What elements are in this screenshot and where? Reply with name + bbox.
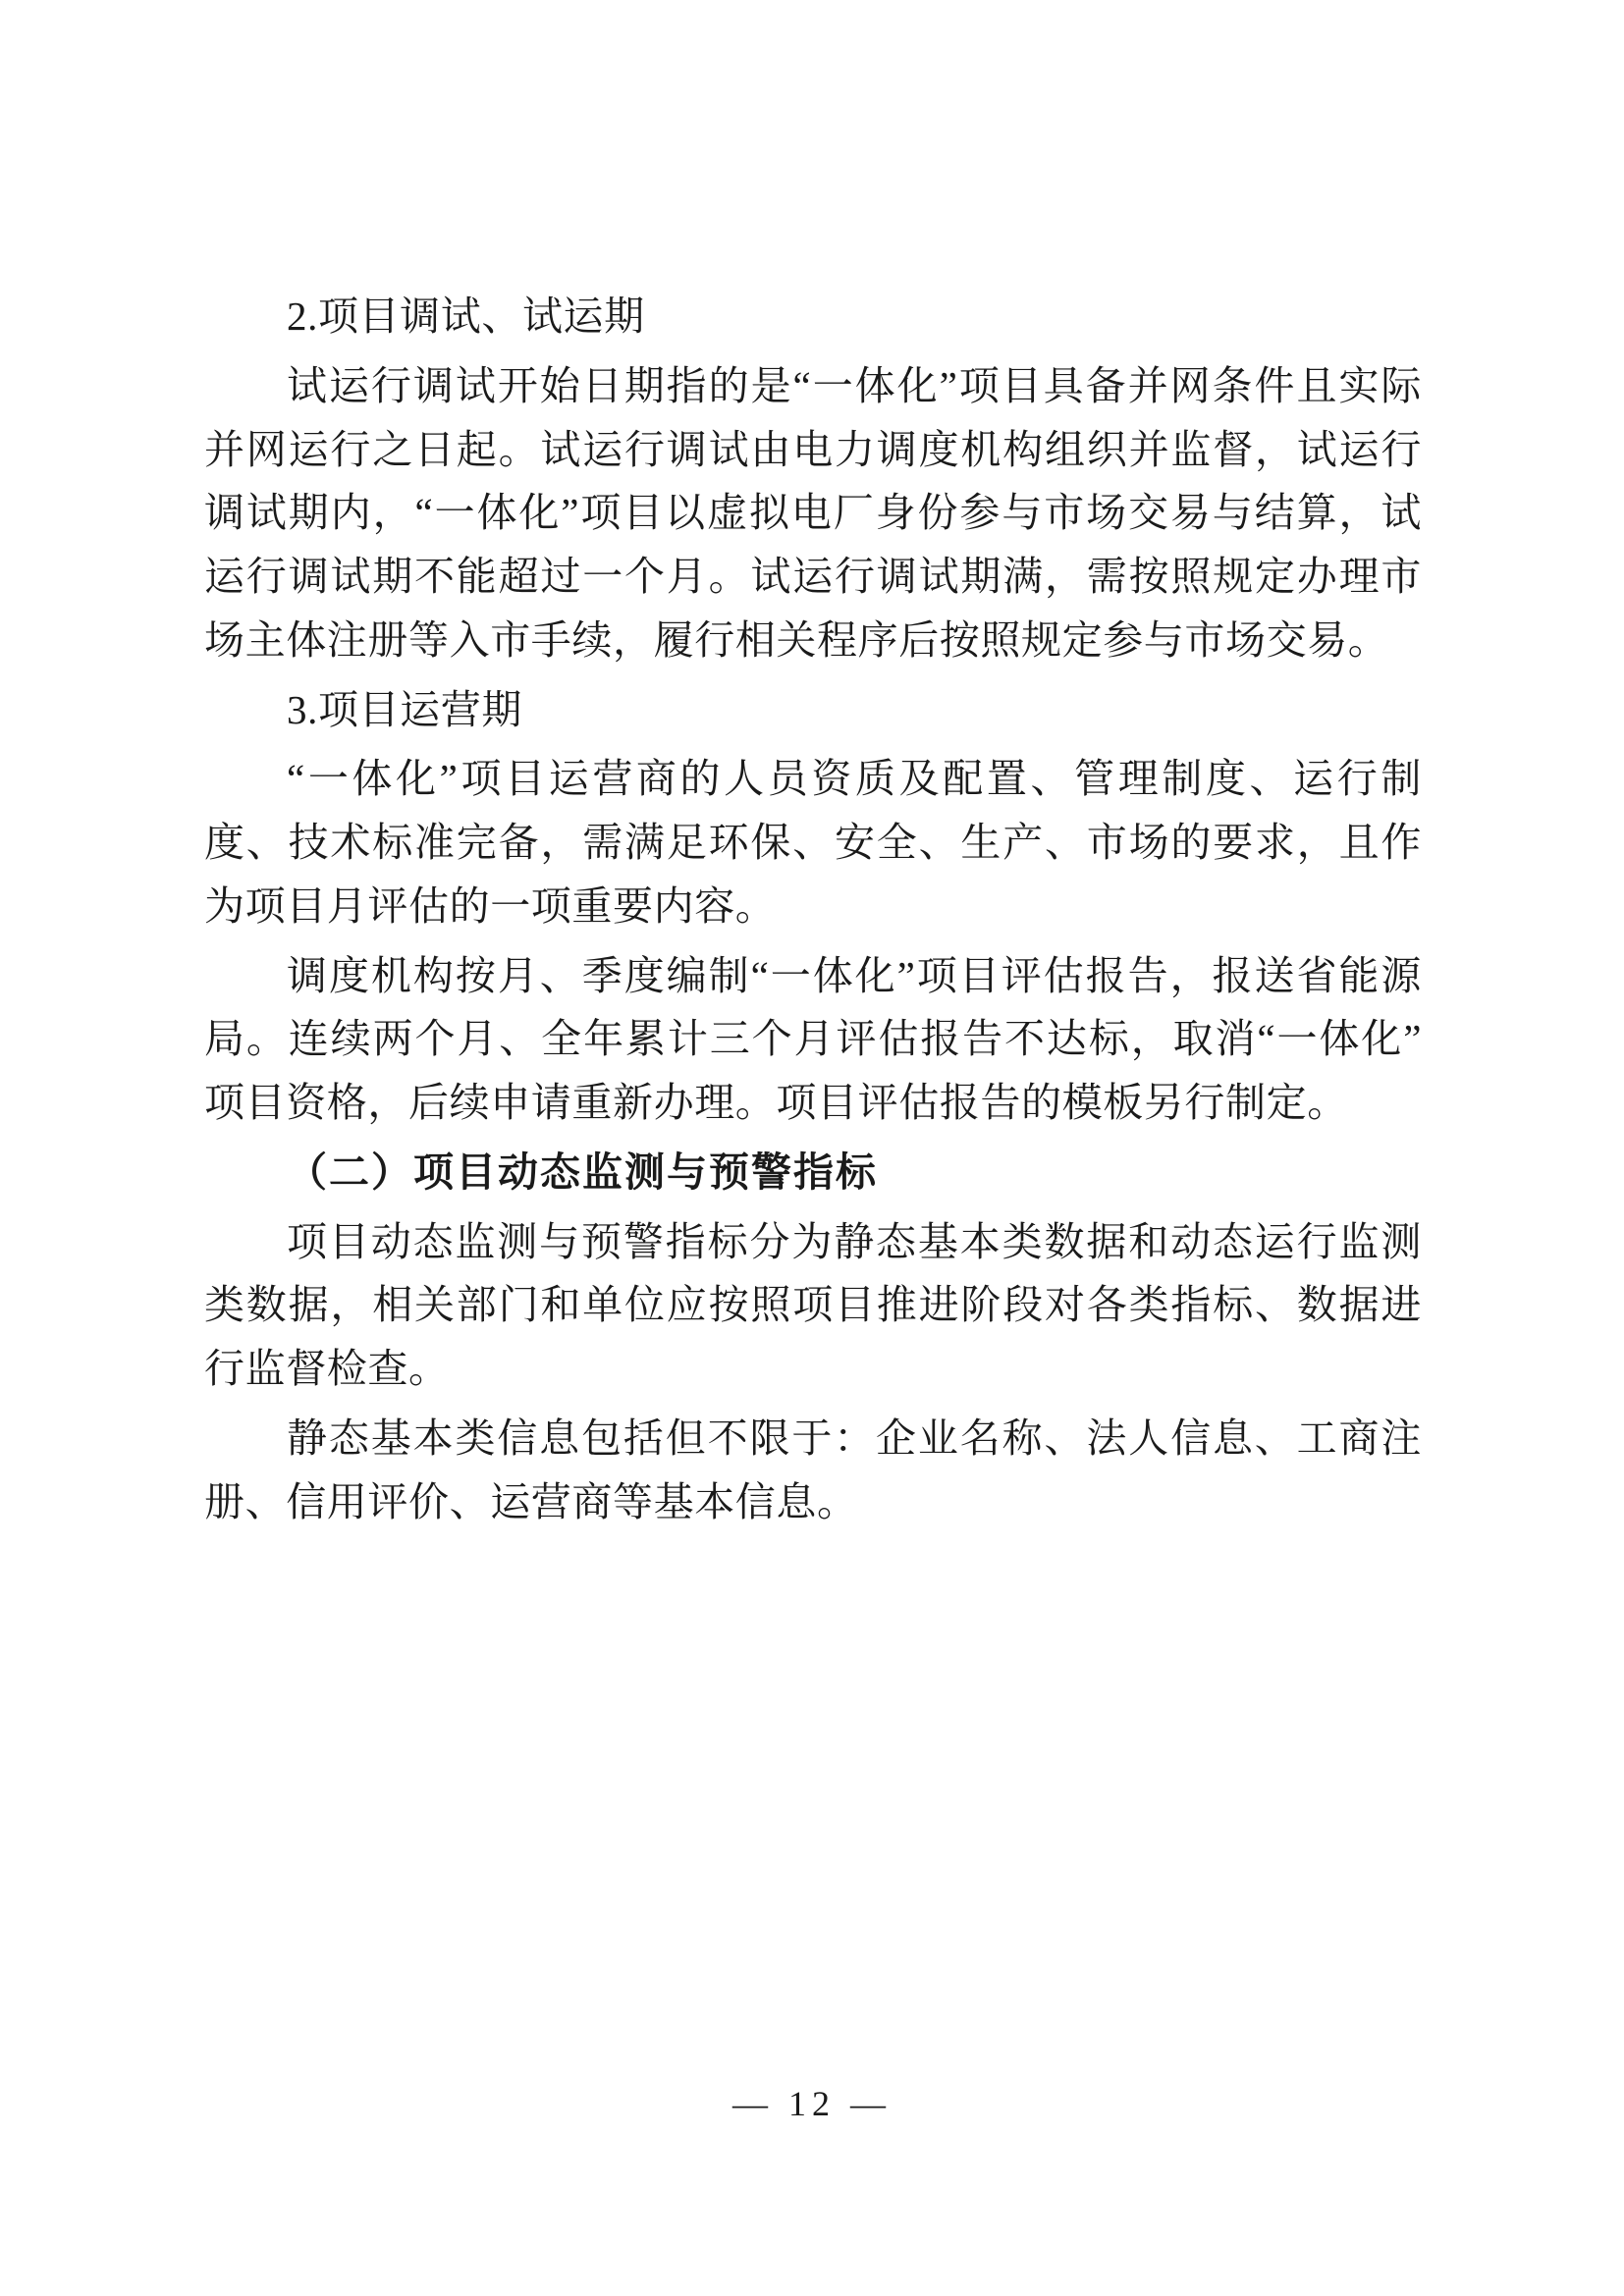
subsection-heading-3: 3.项目运营期 [287,686,522,732]
paragraph-static-basic-info: 静态基本类信息包括但不限于：企业名称、法人信息、工商注册、信用评价、运营商等基本信息。 [204,1415,1422,1524]
paragraph-evaluation-report: 调度机构按月、季度编制“一体化”项目评估报告，报送省能源局。连续两个月、全年累计三个月评估报告不达标，取消“一体化”项目资格，后续申请重新办理。项目评估报告的模板另行制定。 [204,952,1422,1126]
page-number: — 12 — [732,2084,892,2123]
section-heading-monitoring: （二）项目动态监测与预警指标 [287,1148,878,1195]
paragraph-operation-period: “一体化”项目运营商的人员资质及配置、管理制度、运行制度、技术标准完备，需满足环保、安全、生产、市场的要求，且作为项目月评估的一项重要内容。 [204,756,1422,929]
document-body [204,285,1422,1540]
subsection-heading-2: 2.项目调试、试运期 [287,294,645,339]
paragraph-trial-operation: 试运行调试开始日期指的是“一体化”项目具备并网条件且实际并网运行之日起。试运行调试由电力调度机构组织并监督，试运行调试期内，“一体化”项目以虚拟电厂身份参与市场交易与结算，试运行调试期不能超过一个月。试运行调试期满，需按照规定办理市场主体注册等入市手续，履行相关程序后按照规定参与市场交易。 [204,362,1422,663]
paragraph-monitoring-indicators: 项目动态监测与预警指标分为静态基本类数据和动态运行监测类数据，相关部门和单位应按照项目推进阶段对各类指标、数据进行监督检查。 [204,1218,1422,1392]
